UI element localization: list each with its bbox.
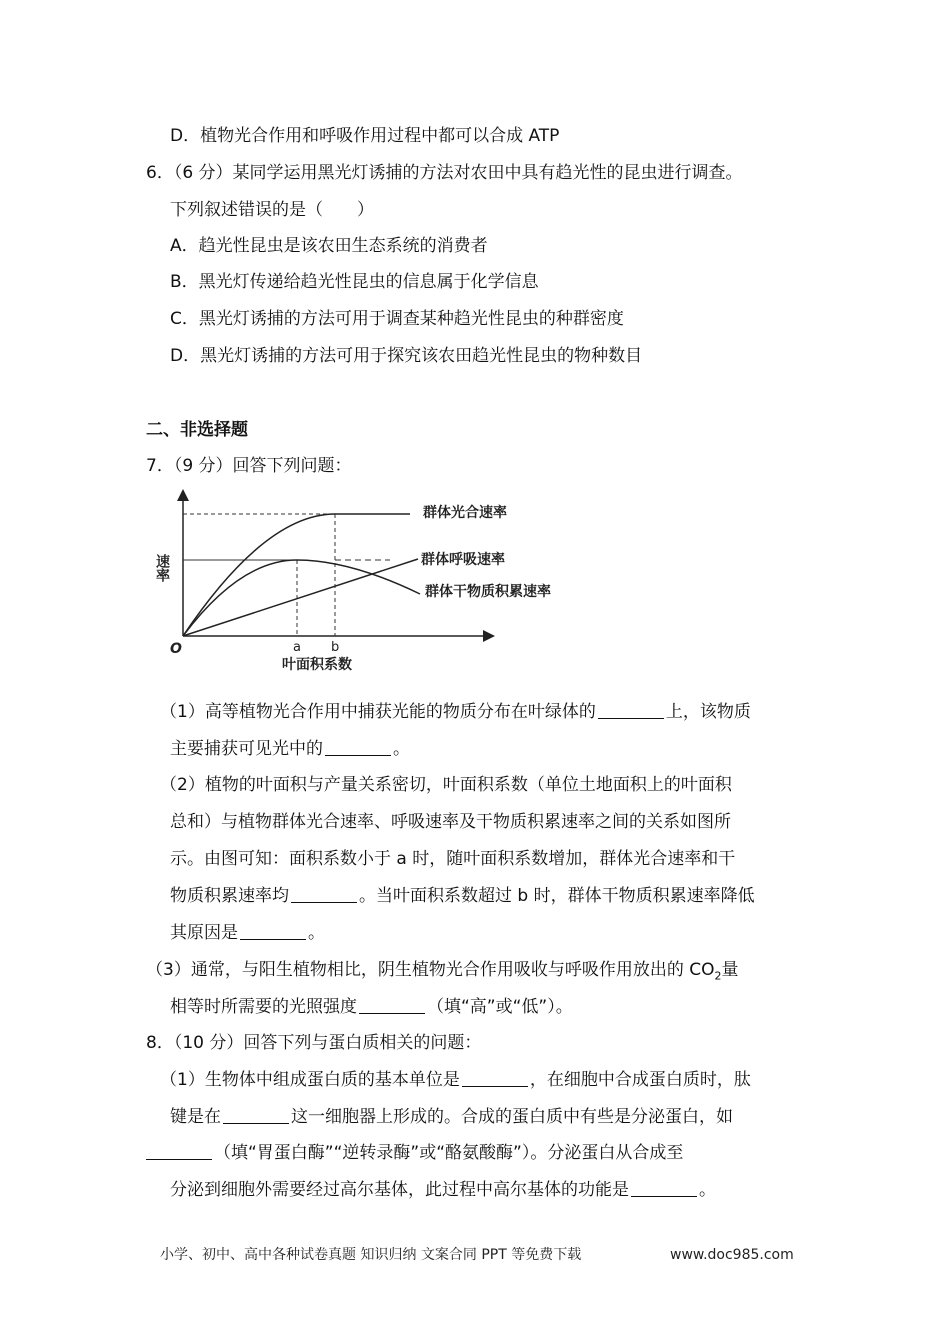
q5-option-d: D．植物光合作用和呼吸作用过程中都可以合成 ATP — [170, 126, 560, 146]
answer-blank[interactable] — [359, 996, 425, 1014]
tick-label-a: a — [293, 640, 301, 655]
q7-part2-line3: 示。由图可知：面积系数小于 a 时，随叶面积系数增加，群体光合速率和干 — [170, 849, 736, 869]
q7-part2-line2: 总和）与植物群体光合速率、呼吸速率及干物质积累速率之间的关系如图所 — [170, 812, 731, 832]
q6-option-c: C．黑光灯诱捕的方法可用于调查某种趋光性昆虫的种群密度 — [170, 309, 624, 329]
origin-label: O — [170, 641, 182, 657]
legend-drymatter: 群体干物质积累速率 — [425, 584, 551, 600]
q7-part2-line4: 物质积累速率均 。当叶面积系数超过 b 时，群体干物质积累速率降低 — [170, 886, 755, 906]
q7-part2-line1: （2）植物的叶面积与产量关系密切，叶面积系数（单位土地面积上的叶面积 — [160, 775, 732, 795]
q6-option-a: A．趋光性昆虫是该农田生态系统的消费者 — [170, 236, 488, 256]
answer-blank[interactable] — [223, 1106, 289, 1124]
q7-part3-line1: （3）通常，与阳生植物相比，阴生植物光合作用吸收与呼吸作用放出的 $CO_2$量 — [146, 960, 739, 983]
legend-respiration: 群体呼吸速率 — [421, 552, 505, 568]
section-heading: 二、非选择题 — [146, 420, 248, 440]
answer-blank[interactable] — [598, 701, 664, 719]
q7-part1-line1: （1）高等植物光合作用中捕获光能的物质分布在叶绿体的 上，该物质 — [160, 702, 751, 722]
q7-chart — [140, 484, 590, 684]
y-axis-label: 速率 — [154, 554, 170, 582]
legend-photosynthesis: 群体光合速率 — [423, 505, 507, 521]
answer-blank[interactable] — [146, 1142, 212, 1160]
q8-stem: 8．（10 分）回答下列与蛋白质相关的问题： — [146, 1033, 482, 1053]
x-axis-label: 叶面积系数 — [282, 657, 352, 673]
q6-option-d: D．黑光灯诱捕的方法可用于探究该农田趋光性昆虫的物种数目 — [170, 346, 643, 366]
q6-stem: 6．（6 分）某同学运用黑光灯诱捕的方法对农田中具有趋光性的昆虫进行调查。 — [146, 163, 743, 183]
footer-url[interactable]: www.doc985.com — [670, 1247, 794, 1263]
answer-blank[interactable] — [631, 1179, 697, 1197]
q8-part1-line3: （填“胃蛋白酶”“逆转录酶”或“酪氨酸酶”）。分泌蛋白从合成至 — [146, 1141, 683, 1165]
answer-blank[interactable] — [462, 1069, 528, 1087]
footer-text: 小学、初中、高中各种试卷真题 知识归纳 文案合同 PPT 等免费下载 — [160, 1247, 582, 1263]
q7-stem: 7．（9 分）回答下列问题： — [146, 456, 352, 476]
q6-stem-cont: 下列叙述错误的是（ ） — [170, 200, 374, 220]
answer-blank[interactable] — [291, 885, 357, 903]
q8-part1-line2: 键是在 这一细胞器上形成的。合成的蛋白质中有些是分泌蛋白，如 — [170, 1107, 733, 1127]
answer-blank[interactable] — [240, 922, 306, 940]
q7-part3-line2: 相等时所需要的光照强度 （填“高”或“低”）。 — [170, 997, 573, 1017]
q7-part1-line2: 主要捕获可见光中的 。 — [170, 739, 410, 759]
answer-blank[interactable] — [325, 738, 391, 756]
q7-part2-line5: 其原因是 。 — [170, 923, 325, 943]
q8-part1-line1: （1）生物体中组成蛋白质的基本单位是 ，在细胞中合成蛋白质时，肽 — [160, 1070, 751, 1090]
series-respiration — [183, 559, 418, 636]
q6-option-b: B．黑光灯传递给趋光性昆虫的信息属于化学信息 — [170, 272, 539, 292]
tick-label-b: b — [331, 640, 340, 655]
q8-part1-line4: 分泌到细胞外需要经过高尔基体，此过程中高尔基体的功能是 。 — [170, 1180, 716, 1200]
